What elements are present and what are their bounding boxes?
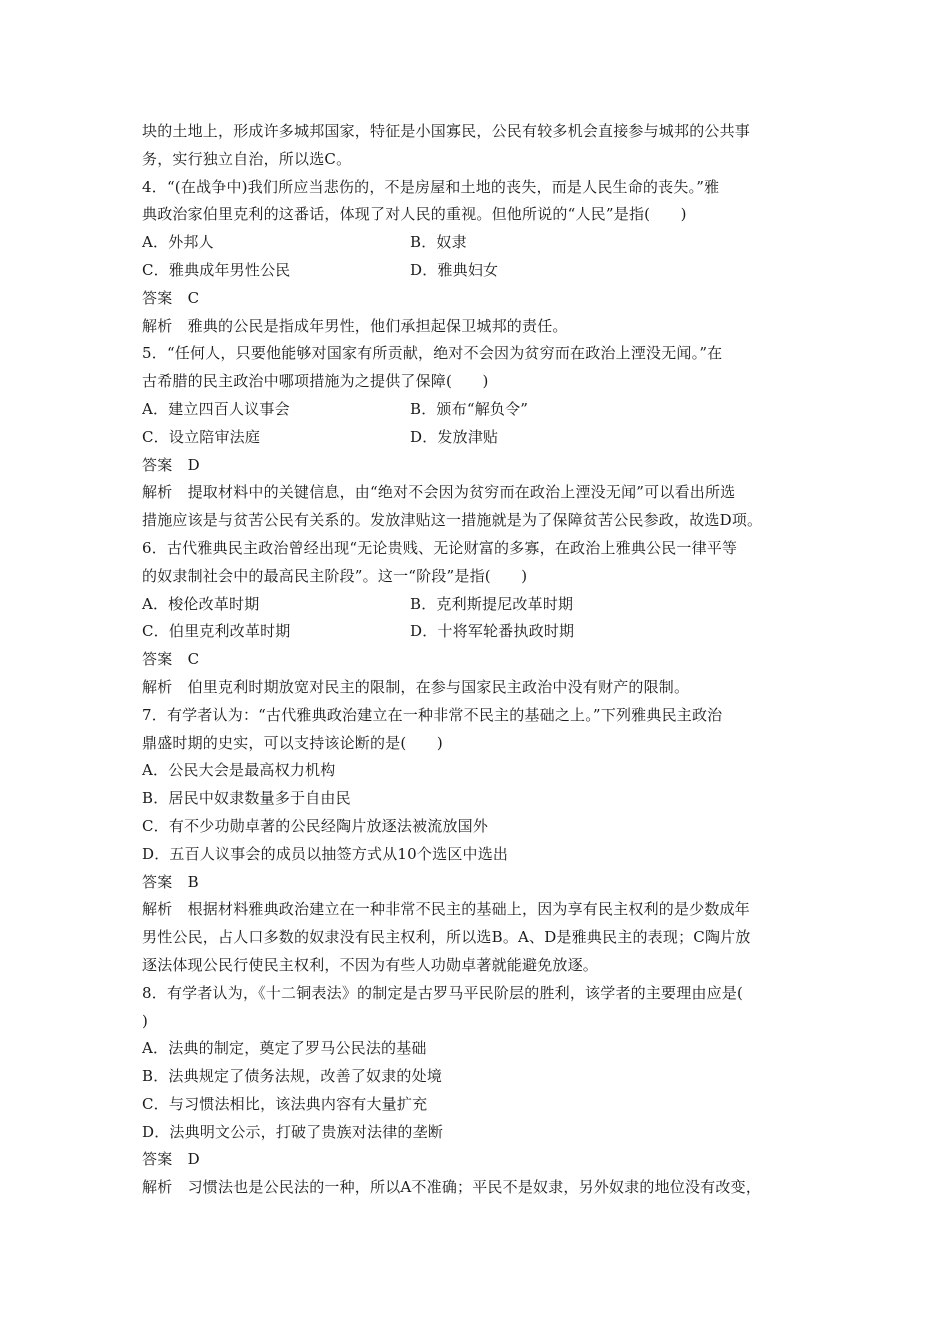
document-body: [142, 118, 822, 1202]
text-line: 解析 习惯法也是公民法的一种，所以A不准确；平民不是奴隶，另外奴隶的地位没有改变，: [142, 1178, 762, 1197]
text-line: ): [142, 1011, 149, 1030]
text-line: 答案 C: [142, 650, 200, 669]
answer-options-row: [142, 618, 822, 646]
text-line: 措施应该是与贫苦公民有关系的。发放津贴这一措施就是为了保障贫苦公民参政，故选D项。: [142, 511, 763, 530]
text-line: 解析 伯里克利时期放宽对民主的限制，在参与国家民主政治中没有财产的限制。: [142, 677, 690, 696]
text-line: C．与习惯法相比，该法典内容有大量扩充: [142, 1094, 428, 1113]
text-line: C．有不少功勋卓著的公民经陶片放逐法被流放国外: [142, 816, 489, 835]
text-line: 逐法体现公民行使民主权利，不因为有些人功勋卓著就能避免放逐。: [142, 955, 599, 974]
text-line: 7．有学者认为：“古代雅典政治建立在一种非常不民主的基础之上。”下列雅典民主政治: [142, 705, 723, 724]
text-line: 答案 C: [142, 288, 200, 307]
text-line: D．法典明文公示，打破了贵族对法律的垄断: [142, 1122, 444, 1141]
option-left: A．外邦人: [142, 233, 214, 252]
answer-options-row: [142, 396, 822, 424]
text-line: 务，实行独立自治，所以选C。: [142, 149, 352, 168]
answer-options-row: [142, 257, 822, 285]
answer-options-row: [142, 424, 822, 452]
answer-options-row: [142, 229, 822, 257]
text-line: 典政治家伯里克利的这番话，体现了对人民的重视。但他所说的“人民”是指( ): [142, 205, 687, 224]
text-line: 4．“(在战争中)我们所应当悲伤的，不是房屋和土地的丧失，而是人民生命的丧失。”雅: [142, 177, 720, 196]
text-line: 5．“任何人，只要他能够对国家有所贡献，绝对不会因为贫穷而在政治上湮没无闻。”在: [142, 344, 723, 363]
text-line: 男性公民，占人口多数的奴隶没有民主权利，所以选B。A、D是雅典民主的表现；C陶片放: [142, 928, 751, 947]
option-right: B．克利斯提尼改革时期: [410, 594, 574, 613]
text-line: B．居民中奴隶数量多于自由民: [142, 789, 351, 808]
text-line: 答案 D: [142, 455, 200, 474]
option-right: B．颁布“解负令”: [410, 399, 529, 418]
text-line: 解析 雅典的公民是指成年男性，他们承担起保卫城邦的责任。: [142, 316, 568, 335]
text-line: 答案 B: [142, 872, 199, 891]
text-line: 古希腊的民主政治中哪项措施为之提供了保障( ): [142, 372, 489, 391]
text-line: 鼎盛时期的史实，可以支持该论断的是( ): [142, 733, 443, 752]
option-right: B．奴隶: [410, 233, 467, 252]
option-left: A．梭伦改革时期: [142, 594, 260, 613]
text-line: 解析 提取材料中的关键信息，由“绝对不会因为贫穷而在政治上湮没无闻”可以看出所选: [142, 483, 736, 502]
text-line: 解析 根据材料雅典政治建立在一种非常不民主的基础上，因为享有民主权利的是少数成年: [142, 900, 751, 919]
option-right: D．发放津贴: [410, 427, 499, 446]
option-right: D．十将军轮番执政时期: [410, 622, 575, 641]
answer-options-row: [142, 591, 822, 619]
text-line: A．法典的制定，奠定了罗马公民法的基础: [142, 1039, 427, 1058]
text-line: 块的土地上，形成许多城邦国家，特征是小国寡民，公民有较多机会直接参与城邦的公共事: [142, 122, 751, 140]
option-right: D．雅典妇女: [410, 260, 499, 279]
text-line: D．五百人议事会的成员以抽签方式从10个选区中选出: [142, 844, 509, 863]
text-line: B．法典规定了债务法规，改善了奴隶的处境: [142, 1067, 443, 1086]
text-line: 的奴隶制社会中的最高民主阶段”。这一“阶段”是指( ): [142, 566, 528, 585]
text-line: 8．有学者认为，《十二铜表法》的制定是古罗马平民阶层的胜利，该学者的主要理由应是(: [142, 983, 744, 1002]
text-line: 答案 D: [142, 1150, 200, 1169]
option-left: C．设立陪审法庭: [142, 427, 261, 446]
option-left: A．建立四百人议事会: [142, 399, 290, 418]
option-left: C．伯里克利改革时期: [142, 622, 291, 641]
text-line: A．公民大会是最高权力机构: [142, 761, 336, 780]
text-line: 6．古代雅典民主政治曾经出现“无论贵贱、无论财富的多寡，在政治上雅典公民一律平等: [142, 538, 738, 557]
option-left: C．雅典成年男性公民: [142, 260, 291, 279]
